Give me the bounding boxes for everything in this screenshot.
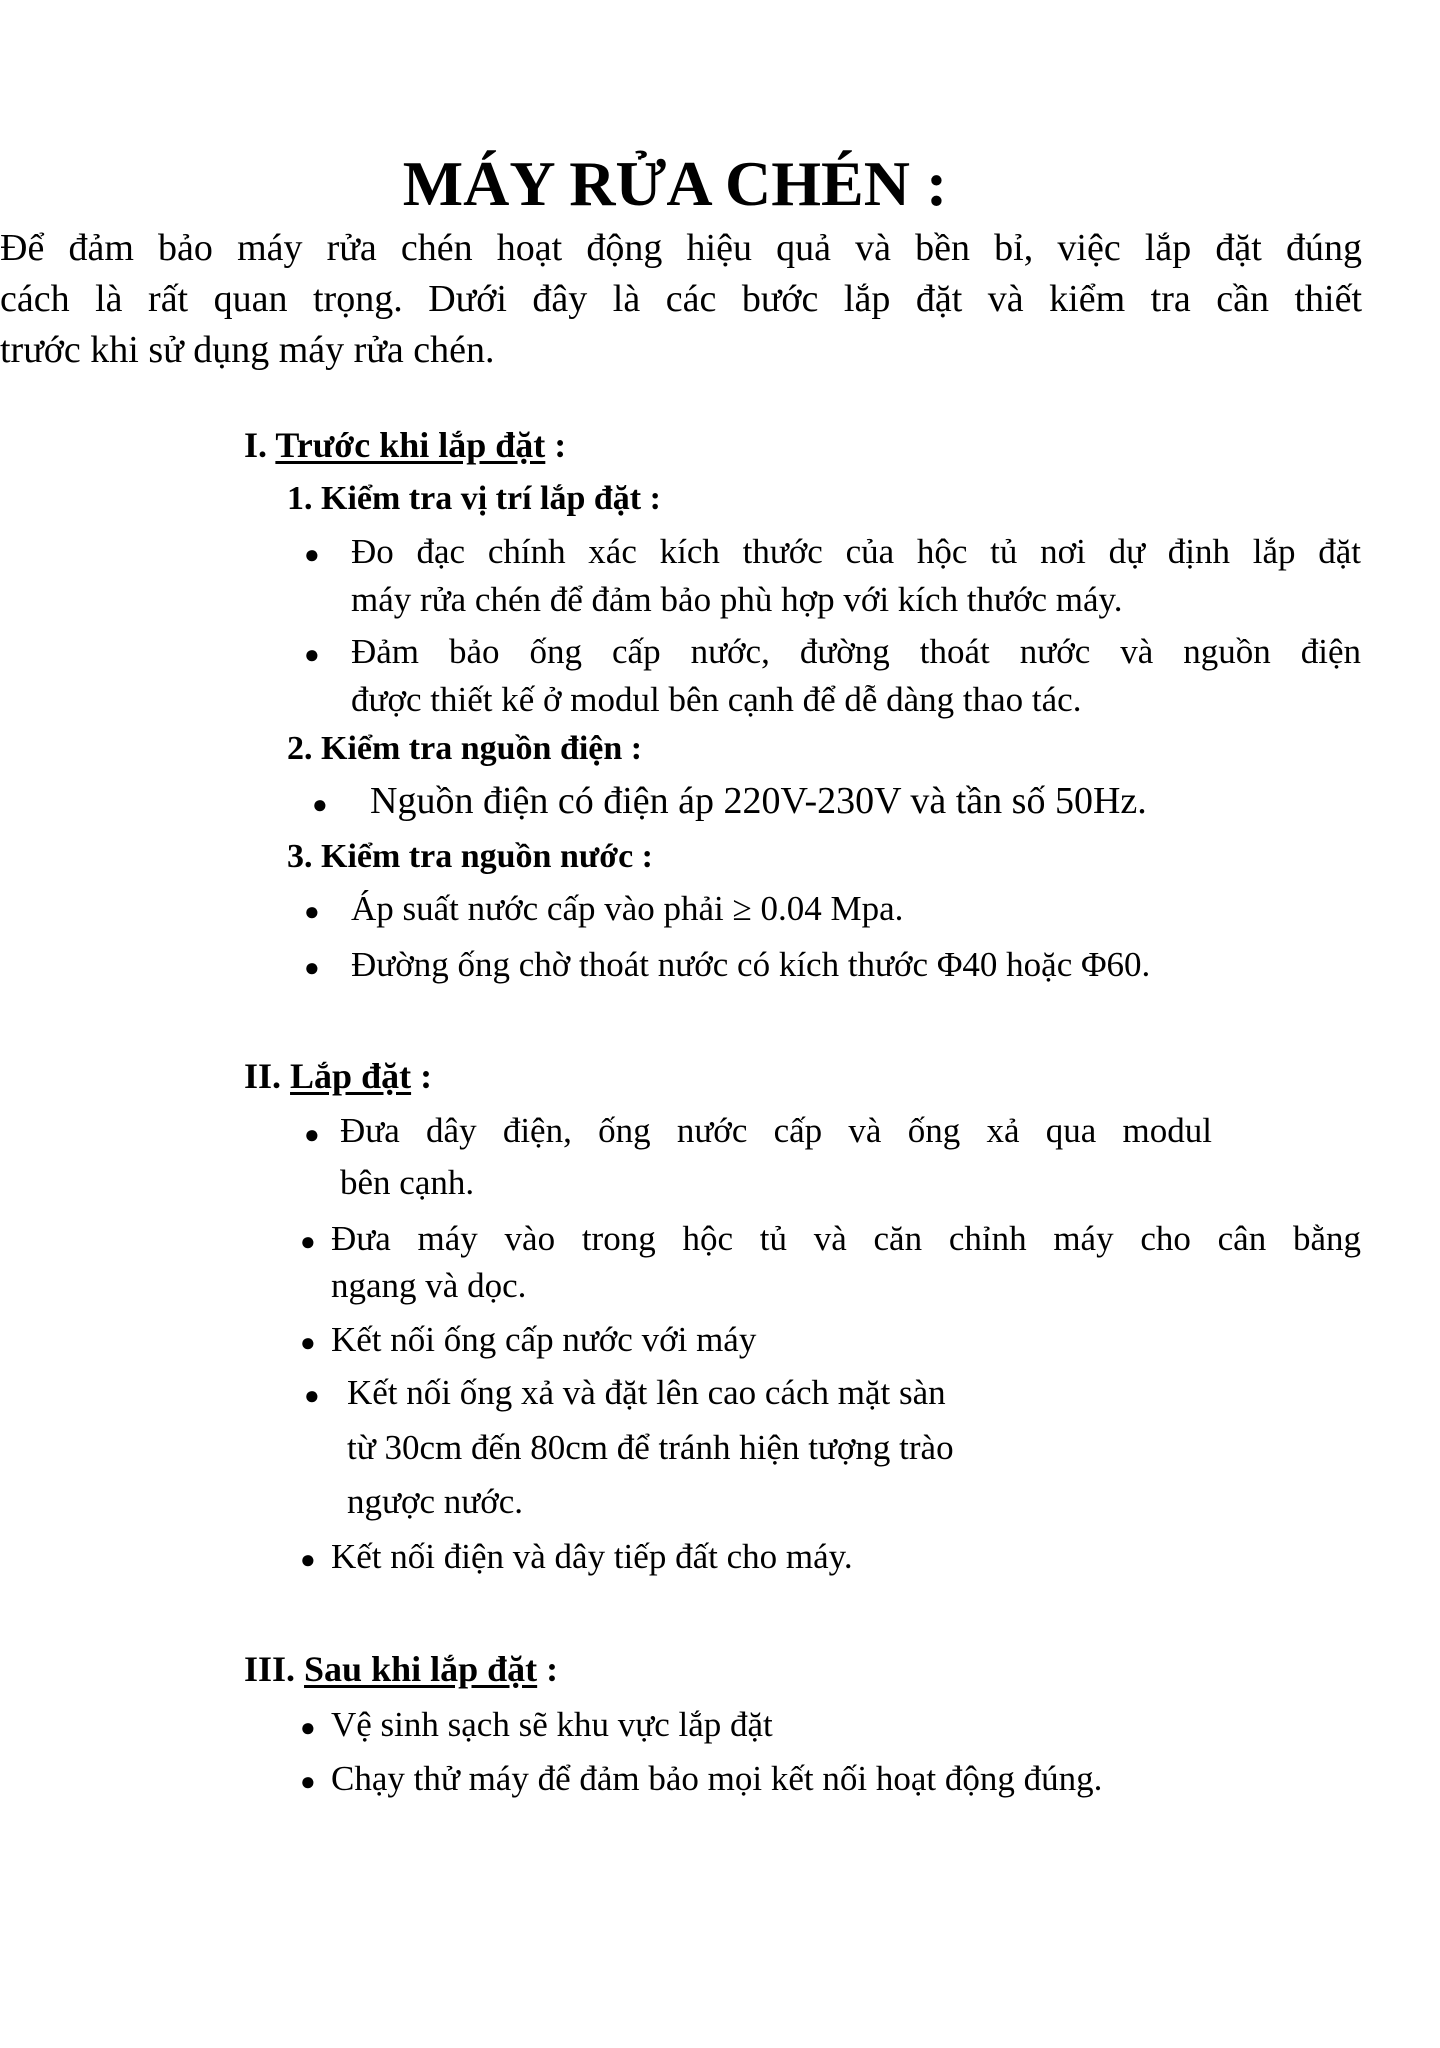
list-item-line: máy rửa chén để đảm bảo phù hợp với kích thước máy. xyxy=(351,580,1123,619)
section-number: III. xyxy=(244,1649,296,1689)
list-item-line: Kết nối ống cấp nước với máy xyxy=(331,1320,757,1359)
page-title: MÁY RỬA CHÉN : xyxy=(402,148,948,219)
bullet-icon: ● xyxy=(304,540,320,569)
bullet-icon: ● xyxy=(300,1545,316,1574)
list-item-line: Kết nối ống xả và đặt lên cao cách mặt sàn xyxy=(347,1373,946,1412)
subsection-number: 2. xyxy=(287,730,313,767)
section-heading-1 xyxy=(244,424,566,466)
bullet-icon: ● xyxy=(300,1713,316,1742)
intro-paragraph xyxy=(0,223,1362,376)
section-suffix: : xyxy=(411,1056,433,1096)
list-item-line: Đưa dây điện, ống nước cấp và ống xả qua modul xyxy=(340,1111,1212,1150)
section-number: II. xyxy=(244,1056,282,1096)
list-item-line: Kết nối điện và dây tiếp đất cho máy. xyxy=(331,1537,853,1576)
subsection-label: Kiểm tra vị trí lắp đặt : xyxy=(321,480,661,517)
list-item-line: từ 30cm đến 80cm để tránh hiện tượng trào xyxy=(347,1428,954,1467)
section-suffix: : xyxy=(537,1649,559,1689)
list-item-line: Đường ống chờ thoát nước có kích thước Φ40 hoặc Φ60. xyxy=(351,945,1151,984)
bullet-icon: ● xyxy=(300,1767,316,1796)
subsection-heading-2 xyxy=(287,730,642,768)
intro-line: cách là rất quan trọng. Dưới đây là các bước lắp đặt và kiểm tra cần thiết xyxy=(0,278,1362,320)
subsection-heading-3 xyxy=(287,838,653,876)
bullet-icon: ● xyxy=(304,897,320,926)
section-suffix: : xyxy=(545,425,567,465)
list-item-line: Đưa máy vào trong hộc tủ và căn chỉnh máy cho cân bằng xyxy=(331,1219,1361,1258)
subsection-number: 3. xyxy=(287,838,313,875)
bullet-icon: ● xyxy=(304,1381,320,1410)
section-heading-3 xyxy=(244,1648,558,1690)
intro-line: Để đảm bảo máy rửa chén hoạt động hiệu quả và bền bỉ, việc lắp đặt đúng xyxy=(0,227,1362,269)
intro-line: trước khi sử dụng máy rửa chén. xyxy=(0,329,495,371)
section-label: Sau khi lắp đặt xyxy=(304,1649,538,1689)
subsection-label: Kiểm tra nguồn điện : xyxy=(321,730,643,767)
list-item-line: Vệ sinh sạch sẽ khu vực lắp đặt xyxy=(331,1705,773,1744)
list-item-line: bên cạnh. xyxy=(340,1163,475,1202)
list-item-line: ngược nước. xyxy=(347,1482,524,1521)
list-item-line: Đảm bảo ống cấp nước, đường thoát nước và nguồn điện xyxy=(351,632,1361,671)
section-heading-2 xyxy=(244,1055,432,1097)
bullet-icon: ● xyxy=(300,1227,316,1256)
section-label: Trước khi lắp đặt xyxy=(275,425,546,465)
list-item-line: Nguồn điện có điện áp 220V-230V và tần số 50Hz. xyxy=(370,780,1147,822)
bullet-icon: ● xyxy=(304,953,320,982)
section-label: Lắp đặt xyxy=(290,1056,412,1096)
list-item-line: Chạy thử máy để đảm bảo mọi kết nối hoạt động đúng. xyxy=(331,1759,1103,1798)
subsection-label: Kiểm tra nguồn nước : xyxy=(321,838,653,875)
subsection-heading-1 xyxy=(287,480,661,518)
list-item-line: Đo đạc chính xác kích thước của hộc tủ nơi dự định lắp đặt xyxy=(351,532,1361,571)
section-number: I. xyxy=(244,425,268,465)
subsection-number: 1. xyxy=(287,480,313,517)
bullet-icon: ● xyxy=(304,1120,320,1149)
list-item-line: ngang và dọc. xyxy=(331,1266,527,1305)
list-item-line: Áp suất nước cấp vào phải ≥ 0.04 Mpa. xyxy=(351,889,904,928)
bullet-icon: ● xyxy=(312,790,328,819)
list-item-line: được thiết kế ở modul bên cạnh để dễ dàng thao tác. xyxy=(351,680,1082,719)
bullet-icon: ● xyxy=(304,640,320,669)
bullet-icon: ● xyxy=(300,1328,316,1357)
